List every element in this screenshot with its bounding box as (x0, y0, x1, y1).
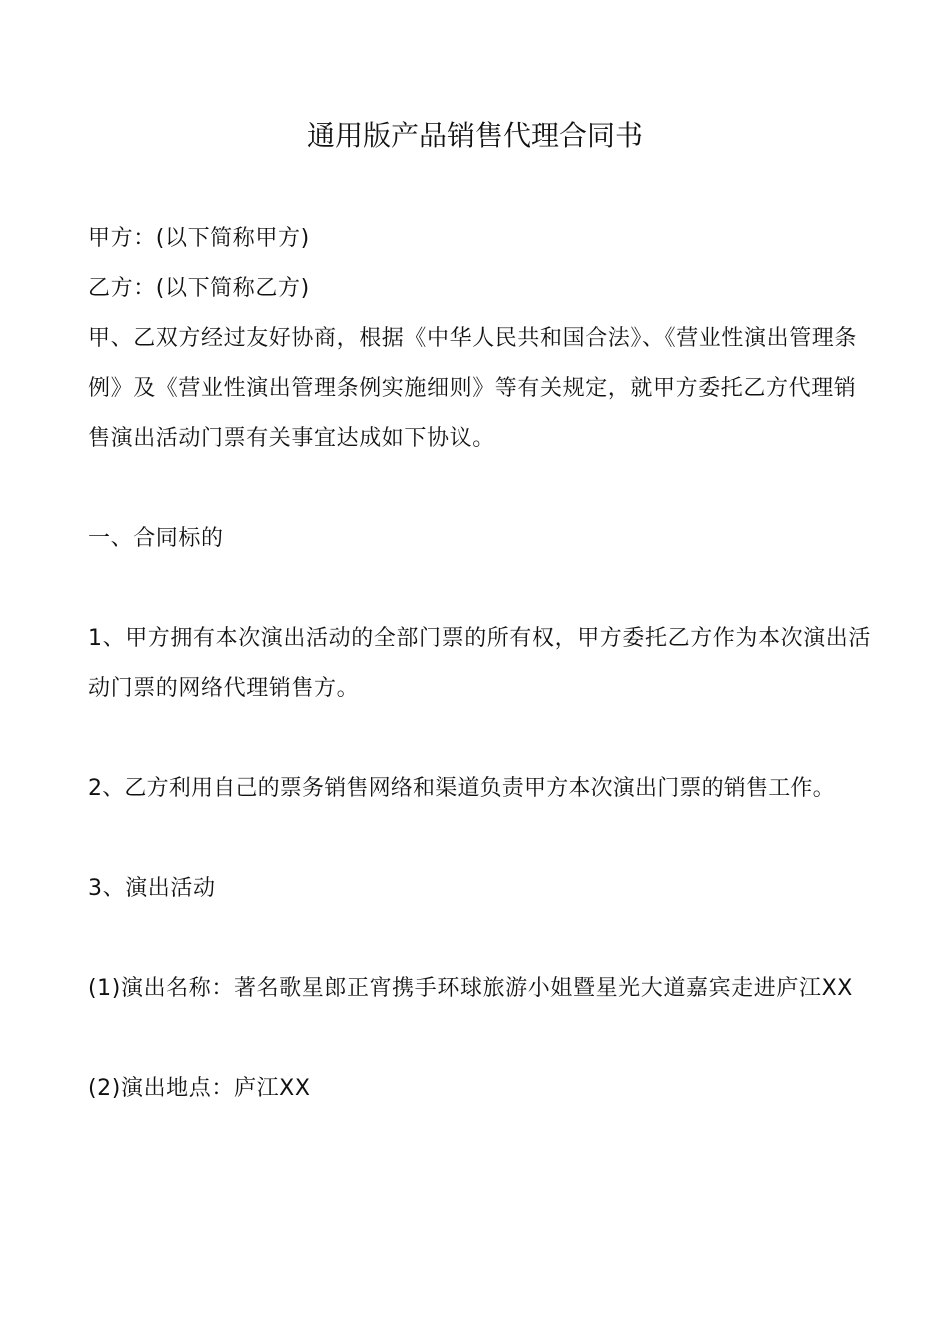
paragraph-gap (88, 1014, 878, 1064)
document-title: 通用版产品销售代理合同书 (306, 119, 643, 152)
paragraph-gap (88, 914, 878, 964)
clause-paragraph: 2、乙方利用自己的票务销售网络和渠道负责甲方本次演出门票的销售工作。 (88, 776, 835, 801)
paragraph-gap (88, 714, 878, 764)
party-a-line: 甲方：(以下简称甲方) (88, 226, 310, 251)
document-body (88, 214, 878, 1114)
clause-paragraph: 1、甲方拥有本次演出活动的全部门票的所有权，甲方委托乙方作为本次演出活动门票的网络代理销售方。 (88, 626, 871, 701)
paragraph-gap (88, 564, 878, 614)
preamble-paragraph: 甲、乙双方经过友好协商，根据《中华人民共和国合法》、《营业性演出管理条例》及《营业性演出管理条例实施细则》等有关规定，就甲方委托乙方代理销售演出活动门票有关事宜达成如下协议。 (88, 326, 858, 451)
party-b-line: 乙方：(以下简称乙方) (88, 276, 310, 301)
paragraph-gap (88, 464, 878, 514)
event-location-line: (2)演出地点：庐江XX (88, 1076, 311, 1101)
event-name-line: (1)演出名称：著名歌星郎正宵携手环球旅游小姐暨星光大道嘉宾走进庐江XX (88, 976, 853, 1001)
section-heading: 一、合同标的 (88, 526, 224, 551)
clause-paragraph: 3、演出活动 (88, 876, 216, 901)
paragraph-gap (88, 814, 878, 864)
